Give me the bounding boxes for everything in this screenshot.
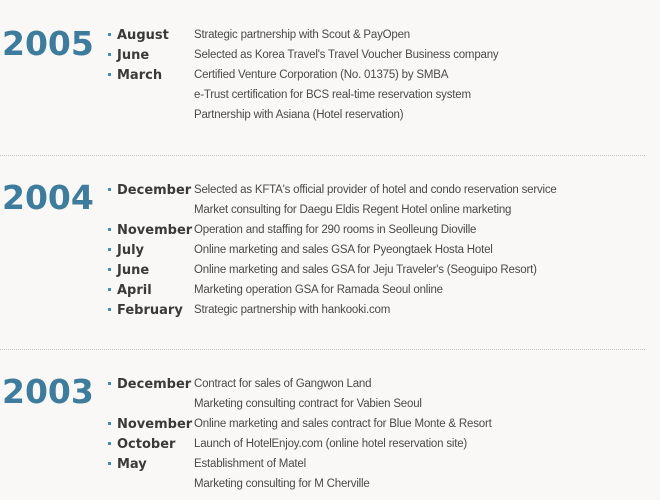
event-text: Market consulting for Daegu Eldis Regent Hotel online marketing	[194, 204, 512, 216]
event-text: Selected as KFTA's official provider of hotel and condo reservation service	[194, 184, 557, 196]
event-text: Partnership with Asiana (Hotel reservation)	[194, 109, 404, 121]
bullet-icon	[108, 308, 111, 311]
bullet-icon	[108, 422, 111, 425]
bullet-icon	[108, 248, 111, 251]
bullet-icon	[108, 442, 111, 445]
month-label: March	[108, 66, 162, 86]
month-label: April	[108, 281, 152, 301]
event-text: Launch of HotelEnjoy.com (online hotel reservation site)	[194, 438, 468, 450]
event-text: e-Trust certification for BCS real-time reservation system	[194, 89, 471, 101]
month-label: November	[108, 415, 192, 435]
month-label: June	[108, 46, 149, 66]
event-text: Marketing operation GSA for Ramada Seoul online	[194, 284, 443, 296]
event-text: Marketing consulting for M Cherville	[194, 478, 370, 490]
event-text: Certified Venture Corporation (No. 01375) by SMBA	[194, 69, 449, 81]
month-label: December	[108, 181, 191, 201]
event-text: Selected as Korea Travel's Travel Voucher Business company	[194, 49, 499, 61]
bullet-icon	[108, 382, 111, 385]
bullet-icon	[108, 188, 111, 191]
section-divider	[0, 155, 645, 156]
month-label: February	[108, 301, 183, 321]
bullet-icon	[108, 33, 111, 36]
month-label: December	[108, 375, 191, 395]
year-heading: 2005	[2, 24, 94, 63]
event-text: Online marketing and sales GSA for Jeju Traveler's (Seoguipo Resort)	[194, 264, 537, 276]
month-label: July	[108, 241, 144, 261]
event-text: Contract for sales of Gangwon Land	[194, 378, 372, 390]
event-text: Strategic partnership with hankooki.com	[194, 304, 391, 316]
section-divider	[0, 349, 645, 350]
bullet-icon	[108, 53, 111, 56]
year-heading: 2004	[2, 178, 94, 217]
event-text: Operation and staffing for 290 rooms in Seolleung Dioville	[194, 224, 477, 236]
bullet-icon	[108, 268, 111, 271]
month-label: November	[108, 221, 192, 241]
bullet-icon	[108, 288, 111, 291]
event-text: Establishment of Matel	[194, 458, 306, 470]
month-label: May	[108, 455, 147, 475]
event-text: Online marketing and sales GSA for Pyeongtaek Hosta Hotel	[194, 244, 493, 256]
month-label: October	[108, 435, 175, 455]
month-label: June	[108, 261, 149, 281]
event-text: Strategic partnership with Scout & PayOpen	[194, 29, 410, 41]
month-label: August	[108, 26, 169, 46]
event-text: Marketing consulting contract for Vabien Seoul	[194, 398, 422, 410]
bullet-icon	[108, 228, 111, 231]
year-heading: 2003	[2, 372, 94, 411]
bullet-icon	[108, 462, 111, 465]
event-text: Online marketing and sales contract for Blue Monte & Resort	[194, 418, 492, 430]
bullet-icon	[108, 73, 111, 76]
